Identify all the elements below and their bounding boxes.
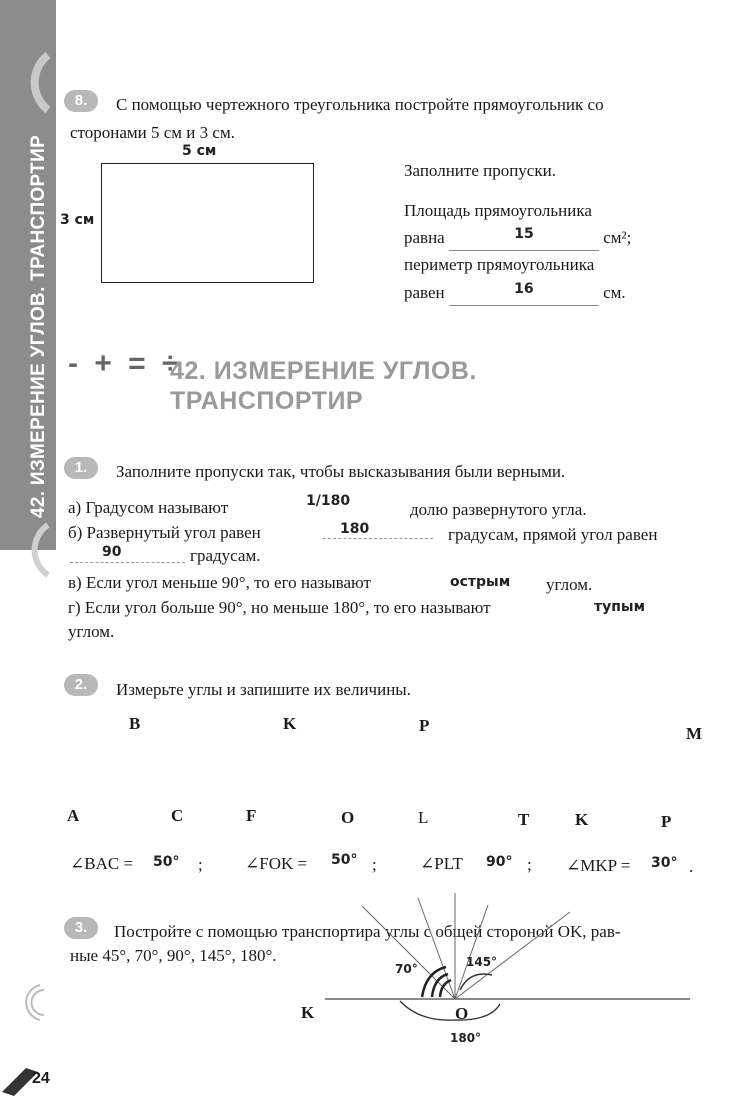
- task-1b-answer2: 90: [102, 544, 122, 560]
- answer-mkp-sep: .: [689, 857, 694, 876]
- answer-bac-value: 50°: [153, 854, 180, 870]
- task-3-badge: 3.: [64, 917, 98, 939]
- task-1b-answer1: 180: [340, 521, 370, 537]
- ray-145: [362, 906, 455, 999]
- task-8-text-line2: сторонами 5 см и 3 см.: [70, 123, 235, 142]
- answer-fok-sep: ;: [372, 855, 377, 874]
- point-label-O-task3: O: [455, 1004, 469, 1023]
- answer-plt-angle: ∠PLT: [420, 854, 463, 873]
- task-1b-middle: градусам, прямой угол равен: [448, 525, 658, 544]
- point-label-K-top: K: [283, 714, 297, 733]
- area-answer: 15: [514, 226, 534, 242]
- task-1a-answer: 1/180: [306, 493, 351, 509]
- answer-plt-sep: ;: [527, 855, 532, 874]
- perimeter-unit: см.: [603, 283, 626, 302]
- answer-fok-value: 50°: [331, 852, 358, 868]
- task-1c-suffix: углом.: [546, 575, 593, 594]
- angle-arc-right: [460, 974, 492, 990]
- answer-fok-angle: ∠FOK =: [245, 854, 308, 873]
- point-label-P-bottom: P: [661, 812, 672, 831]
- fill-heading: Заполните пропуски.: [404, 161, 556, 180]
- task-1d-prefix: г) Если угол больше 90°, но меньше 180°, то его называют: [68, 598, 491, 617]
- page-number: 24: [32, 1070, 50, 1087]
- point-label-B: B: [129, 714, 141, 733]
- point-label-M: M: [686, 724, 703, 743]
- annotation-70: 70°: [395, 962, 418, 976]
- task-1a-suffix: долю развернутого угла.: [410, 500, 587, 519]
- rect-width-label: 5 см: [182, 143, 217, 159]
- task-8-badge: 8.: [64, 90, 98, 112]
- math-symbols-icon: - + = ÷: [68, 347, 183, 380]
- task-1c-answer: острым: [450, 574, 511, 590]
- area-unit: см²;: [603, 228, 632, 247]
- answer-bac-sep: ;: [198, 855, 203, 874]
- task-2-badge: 2.: [64, 674, 98, 696]
- task-3-text-line2: ные 45°, 70°, 90°, 145°, 180°.: [70, 946, 277, 965]
- answer-mkp-value: 30°: [651, 855, 678, 871]
- point-label-F: F: [246, 806, 257, 825]
- answer-mkp-angle: ∠MKP =: [566, 856, 631, 875]
- perimeter-answer: 16: [514, 281, 534, 297]
- section-title-line1: 42. ИЗМЕРЕНИЕ УГЛОВ.: [170, 357, 477, 385]
- task-1b-suffix: градусам.: [190, 546, 261, 565]
- annotation-145: 145°: [466, 955, 498, 969]
- task-1d-suffix: углом.: [68, 622, 115, 641]
- task-2-instruction: Измерьте углы и запишите их величины.: [116, 680, 411, 699]
- task-1a-prefix: а) Градусом называют: [68, 498, 229, 517]
- point-label-K-task3: K: [301, 1003, 315, 1022]
- task-1b-prefix: б) Развернутый угол равен: [68, 523, 261, 542]
- point-label-A: A: [67, 806, 80, 825]
- point-label-C: C: [171, 806, 184, 825]
- angle-arcs-left: [422, 967, 451, 997]
- point-label-O: O: [341, 808, 355, 827]
- sidebar-title: 42. ИЗМЕРЕНИЕ УГЛОВ. ТРАНСПОРТИР: [28, 134, 49, 518]
- area-prefix: равна: [404, 228, 445, 247]
- point-label-K-bottom: K: [575, 810, 589, 829]
- area-line1: Площадь прямоугольника: [404, 201, 592, 220]
- task-1d-answer: тупым: [594, 599, 646, 615]
- point-label-T: T: [518, 810, 530, 829]
- point-label-L: L: [418, 808, 429, 827]
- task-1-badge: 1.: [64, 457, 98, 479]
- angle-arc-180: [400, 1001, 500, 1020]
- perimeter-prefix: равен: [404, 283, 445, 302]
- section-title-line2: ТРАНСПОРТИР: [170, 387, 364, 415]
- answer-plt-value: 90°: [486, 854, 513, 870]
- task-3-text-line1: Постройте с помощью транспортира углы с общей стороной OK, рав-: [114, 922, 621, 941]
- task-8-text-line1: С помощью чертежного треугольника постройте прямоугольник со: [116, 95, 604, 114]
- annotation-180: 180°: [450, 1031, 482, 1045]
- task-1c-prefix: в) Если угол меньше 90°, то его называют: [68, 573, 371, 592]
- rect-height-label: 3 см: [60, 212, 95, 228]
- ray-70: [455, 905, 488, 999]
- point-label-P-top: P: [419, 716, 430, 735]
- perimeter-line1: периметр прямоугольника: [404, 255, 595, 274]
- answer-bac-angle: ∠BAC =: [70, 854, 134, 873]
- task-1-instruction: Заполните пропуски так, чтобы высказывания были верными.: [116, 462, 566, 481]
